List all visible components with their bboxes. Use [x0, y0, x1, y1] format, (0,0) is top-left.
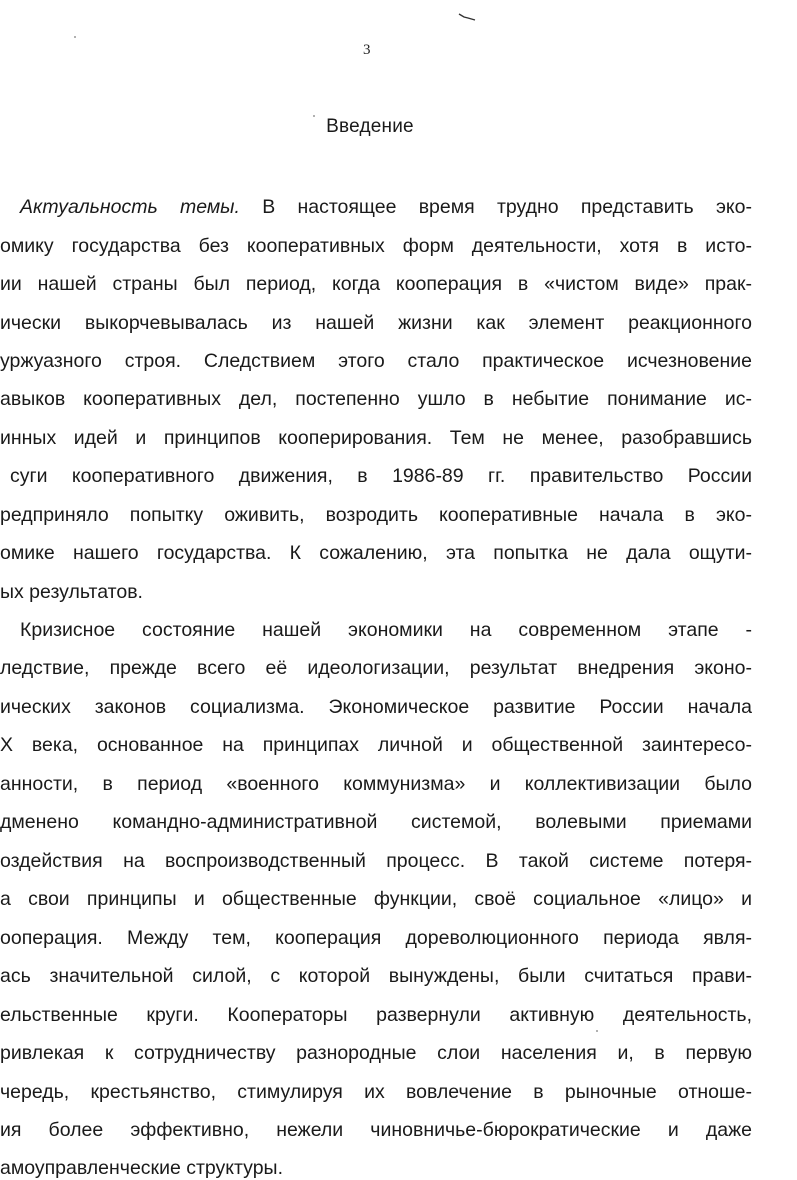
paragraph-line: чередь, крестьянство, стимулируя их вовлечение в рыночные отноше- [0, 1081, 752, 1103]
paragraph-line: инных идей и принципов кооперирования. Тем не менее, разобравшись [0, 427, 752, 449]
section-heading: Введение [326, 116, 414, 137]
paragraph-line: уржуазного строя. Следствием этого стало практическое исчезновение [0, 350, 752, 372]
paragraph-line: ривлекая к сотрудничеству разнородные слои населения и, в первую [0, 1042, 752, 1064]
paragraph-line: амоуправленческие структуры. [0, 1157, 283, 1179]
paragraph-line: омике нашего государства. К сожалению, эта попытка не дала ощути- [0, 542, 752, 564]
paragraph-line [20, 195, 752, 219]
paragraph-line: ледствие, прежде всего её идеологизации, результат внедрения эконо- [0, 657, 752, 679]
paragraph-line: оздействия на воспроизводственный процесс. В такой системе потеря- [0, 850, 752, 872]
paragraph-line: Х века, основанное на принципах личной и общественной заинтересо- [0, 734, 752, 756]
paragraph-line-text: В настоящее время трудно представить эко- [262, 196, 752, 218]
paragraph-line: ельственные круги. Кооператоры развернули активную деятельность, [0, 1004, 752, 1026]
paragraph-line: суги кооперативного движения, в 1986-89 гг. правительство России [10, 465, 752, 487]
paragraph-line: анности, в период «военного коммунизма» и коллективизации было [0, 773, 752, 795]
lead-italic-phrase: Актуальность темы. [20, 196, 240, 218]
paragraph-line: а свои принципы и общественные функции, своё социальное «лицо» и [0, 888, 752, 910]
scan-artifact-mark [458, 12, 476, 22]
paragraph-line: дменено командно-административной системой, волевыми приемами [0, 811, 752, 833]
paragraph-line: авыков кооперативных дел, постепенно ушло в небытие понимание ис- [0, 388, 752, 410]
paragraph-line: ых результатов. [0, 581, 143, 603]
paragraph-line: ии нашей страны был период, когда кооперация в «чистом виде» прак- [0, 273, 752, 295]
scan-speck [74, 36, 76, 38]
paragraph-line: ась значительной силой, с которой вынуждены, были считаться прави- [0, 965, 752, 987]
paragraph-line: ически выкорчевывалась из нашей жизни как элемент реакционного [0, 312, 752, 334]
paragraph-line: Кризисное состояние нашей экономики на современном этапе - [20, 619, 752, 641]
paragraph-line: ических законов социализма. Экономическое развитие России начала [0, 696, 752, 718]
paragraph-line: омику государства без кооперативных форм деятельности, хотя в исто- [0, 235, 752, 257]
paragraph-line: ия более эффективно, нежели чиновничье-бюрократические и даже [0, 1119, 752, 1141]
paragraph-line: редприняло попытку оживить, возродить кооперативные начала в эко- [0, 504, 752, 526]
scan-speck [596, 1030, 598, 1032]
page-number: 3 [363, 42, 371, 58]
paragraph-line: ооперация. Между тем, кооперация дореволюционного периода явля- [0, 927, 752, 949]
